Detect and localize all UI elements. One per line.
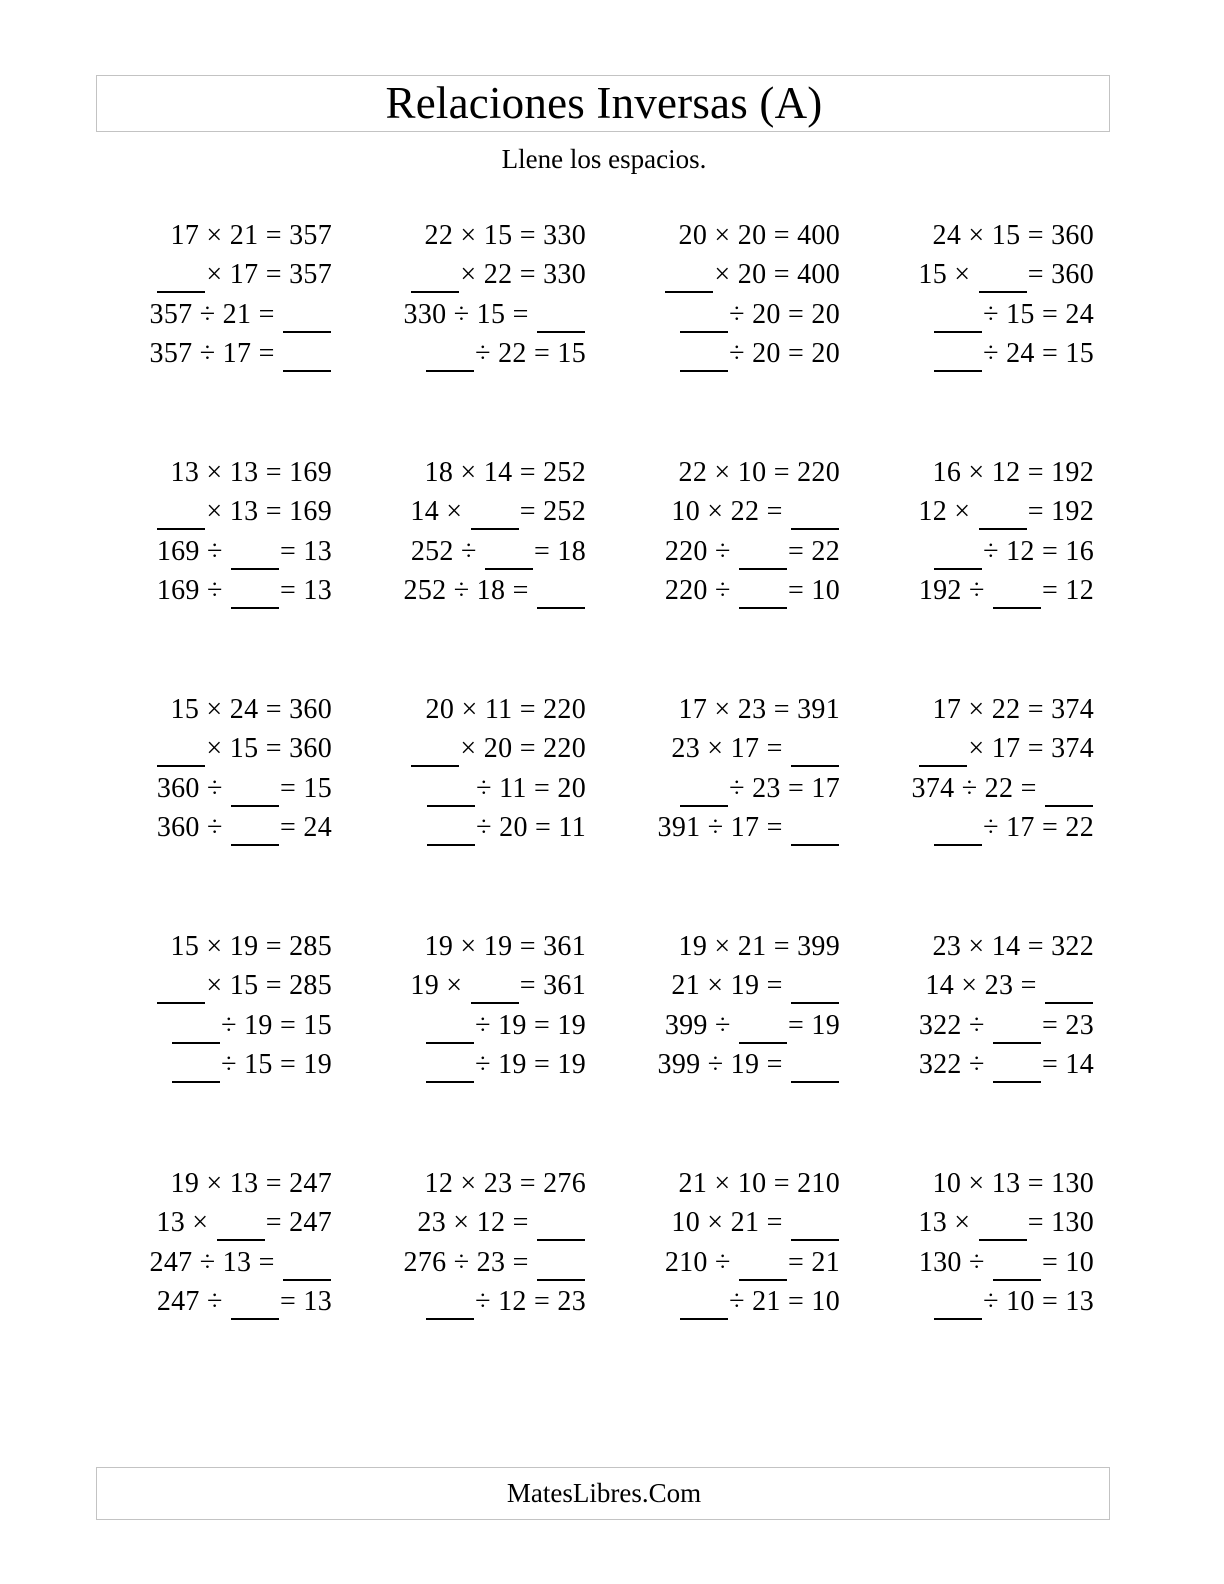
answer-blank[interactable] xyxy=(680,776,728,807)
answer-blank[interactable] xyxy=(979,263,1027,294)
equation-blank xyxy=(425,1282,586,1321)
equation-text: 13 × xyxy=(156,1207,209,1239)
equation-blank xyxy=(918,1203,1094,1242)
equation-text: 276 ÷ 23 = xyxy=(403,1246,529,1278)
equation-blank xyxy=(918,492,1094,531)
answer-blank[interactable] xyxy=(485,539,533,570)
problem-cell xyxy=(350,927,604,1164)
equation-text: = 23 xyxy=(1042,1009,1094,1041)
equation-blank xyxy=(671,729,840,768)
equation-text: = 361 xyxy=(519,970,586,1002)
equation-text: 399 ÷ xyxy=(664,1009,731,1041)
equation-blank xyxy=(157,571,332,610)
equation-text: ÷ 19 = 19 xyxy=(475,1049,586,1081)
equation-text: ÷ 20 = 20 xyxy=(729,338,840,370)
answer-blank[interactable] xyxy=(427,815,475,846)
equation-text: 130 ÷ xyxy=(918,1246,985,1278)
equation-text: = 252 xyxy=(519,496,586,528)
equation-blank xyxy=(410,492,586,531)
problem-row xyxy=(96,216,1112,453)
equation-text: × 17 = 374 xyxy=(968,733,1094,765)
answer-blank[interactable] xyxy=(680,341,728,372)
equation-text: = 130 xyxy=(1027,1207,1094,1239)
equation-text: = 192 xyxy=(1027,496,1094,528)
answer-blank[interactable] xyxy=(283,341,331,372)
equation-text: ÷ 20 = 11 xyxy=(476,812,586,844)
equation-blank xyxy=(679,334,840,373)
answer-blank[interactable] xyxy=(231,776,279,807)
equation-blank xyxy=(157,532,332,571)
equation-blank xyxy=(912,769,1094,808)
equation-text: ÷ 12 = 16 xyxy=(983,535,1094,567)
answer-blank[interactable] xyxy=(665,263,713,294)
equation-text: 24 × 15 = 360 xyxy=(932,220,1094,251)
answer-blank[interactable] xyxy=(172,1013,220,1044)
equation-given xyxy=(425,216,586,255)
equation-text: 169 ÷ xyxy=(156,575,223,607)
equation-text: ÷ 22 = 15 xyxy=(475,338,586,370)
equation-given xyxy=(425,1164,586,1203)
equation-blank xyxy=(933,808,1094,847)
equation-text: = 12 xyxy=(1042,575,1094,607)
answer-blank[interactable] xyxy=(426,1013,474,1044)
problem-cell xyxy=(858,453,1112,690)
problem-cell xyxy=(604,1164,858,1401)
equation-blank xyxy=(410,255,586,294)
answer-blank[interactable] xyxy=(537,302,585,333)
equation-blank xyxy=(919,1006,1094,1045)
equation-text: 12 × xyxy=(918,496,971,528)
equation-blank xyxy=(933,334,1094,373)
equation-text: 322 ÷ xyxy=(918,1009,985,1041)
equation-given xyxy=(171,453,332,492)
problem-cell xyxy=(350,216,604,453)
equation-blank xyxy=(426,808,586,847)
answer-blank[interactable] xyxy=(157,500,205,531)
equation-given xyxy=(425,453,586,492)
answer-blank[interactable] xyxy=(979,500,1027,531)
equation-text: = 21 xyxy=(788,1246,840,1278)
equation-text: × 20 = 400 xyxy=(714,259,840,291)
equation-blank xyxy=(171,1045,332,1084)
equation-text: = 14 xyxy=(1042,1049,1094,1081)
equation-text: × 20 = 220 xyxy=(460,733,586,765)
equation-text: = 10 xyxy=(1042,1246,1094,1278)
problem-cell xyxy=(96,216,350,453)
equation-blank xyxy=(919,571,1094,610)
equation-blank xyxy=(679,1282,840,1321)
equation-blank xyxy=(671,1203,840,1242)
equation-text: 20 × 20 = 400 xyxy=(678,220,840,251)
page-title: Relaciones Inversas (A) xyxy=(385,78,823,128)
equation-text: 14 × xyxy=(410,496,463,528)
answer-blank[interactable] xyxy=(537,1211,585,1242)
equation-text: ÷ 12 = 23 xyxy=(475,1286,586,1318)
equation-text: 247 ÷ xyxy=(156,1286,223,1318)
answer-blank[interactable] xyxy=(739,1013,787,1044)
equation-text: × 15 = 285 xyxy=(206,970,332,1002)
equation-blank xyxy=(156,492,332,531)
answer-blank[interactable] xyxy=(426,1289,474,1320)
page-subtitle: Llene los espacios. xyxy=(501,144,707,174)
equation-text: 13 × xyxy=(918,1207,971,1239)
equation-given xyxy=(679,1164,840,1203)
equation-blank xyxy=(919,1045,1094,1084)
answer-blank[interactable] xyxy=(231,815,279,846)
answer-blank[interactable] xyxy=(979,1211,1027,1242)
answer-blank[interactable] xyxy=(231,578,279,609)
equation-text: 23 × 14 = 322 xyxy=(932,931,1094,962)
equation-blank xyxy=(425,1045,586,1084)
answer-blank[interactable] xyxy=(217,1211,265,1242)
equation-blank xyxy=(410,966,586,1005)
problem-cell xyxy=(858,690,1112,927)
equation-text: 16 × 12 = 192 xyxy=(932,457,1094,488)
equation-text: 19 × 19 = 361 xyxy=(424,931,586,962)
equation-text: 220 ÷ xyxy=(664,575,731,607)
equation-blank xyxy=(658,1045,840,1084)
answer-blank[interactable] xyxy=(680,302,728,333)
equation-blank xyxy=(410,729,586,768)
equation-text: 15 × 24 = 360 xyxy=(170,694,332,725)
equation-text: 252 ÷ xyxy=(410,535,477,567)
answer-blank[interactable] xyxy=(471,500,519,531)
answer-blank[interactable] xyxy=(427,776,475,807)
equation-blank xyxy=(665,1006,840,1045)
equation-blank xyxy=(404,571,586,610)
equation-blank xyxy=(156,729,332,768)
equation-text: × 22 = 330 xyxy=(460,259,586,291)
equation-text: 360 ÷ xyxy=(156,812,223,844)
answer-blank[interactable] xyxy=(739,1250,787,1281)
answer-blank[interactable] xyxy=(791,1052,839,1083)
equation-text: 10 × 13 = 130 xyxy=(932,1168,1094,1199)
equation-given xyxy=(933,216,1094,255)
answer-blank[interactable] xyxy=(426,1052,474,1083)
equation-blank xyxy=(665,1243,840,1282)
answer-blank[interactable] xyxy=(934,539,982,570)
equation-text: 18 × 14 = 252 xyxy=(424,457,586,488)
problem-cell xyxy=(96,453,350,690)
equation-blank xyxy=(156,1203,332,1242)
equation-blank xyxy=(417,1203,586,1242)
equation-text: = 18 xyxy=(534,535,586,567)
equation-text: 10 × 22 = xyxy=(671,496,783,528)
answer-blank[interactable] xyxy=(231,539,279,570)
equation-text: 23 × 12 = xyxy=(417,1207,529,1239)
equation-text: ÷ 15 = 24 xyxy=(983,298,1094,330)
answer-blank[interactable] xyxy=(426,341,474,372)
answer-blank[interactable] xyxy=(934,341,982,372)
equation-blank xyxy=(671,492,840,531)
equation-text: 23 × 17 = xyxy=(671,733,783,765)
equation-text: 20 × 11 = 220 xyxy=(425,694,586,725)
problem-cell xyxy=(350,690,604,927)
answer-blank[interactable] xyxy=(791,1211,839,1242)
equation-text: ÷ 20 = 20 xyxy=(729,298,840,330)
answer-blank[interactable] xyxy=(993,1250,1041,1281)
equation-blank xyxy=(411,532,586,571)
problem-cell xyxy=(96,690,350,927)
equation-blank xyxy=(933,532,1094,571)
equation-text: 247 ÷ 13 = xyxy=(149,1246,275,1278)
equation-text: 17 × 22 = 374 xyxy=(932,694,1094,725)
answer-blank[interactable] xyxy=(791,974,839,1005)
problem-cell xyxy=(604,927,858,1164)
equation-blank xyxy=(919,1243,1094,1282)
problem-cell xyxy=(350,1164,604,1401)
equation-text: 13 × 13 = 169 xyxy=(170,457,332,488)
equation-text: 252 ÷ 18 = xyxy=(403,575,529,607)
answer-blank[interactable] xyxy=(791,737,839,768)
equation-blank xyxy=(426,769,586,808)
equation-given xyxy=(171,1164,332,1203)
equation-blank xyxy=(150,295,332,334)
problem-cell xyxy=(604,216,858,453)
equation-blank xyxy=(157,808,332,847)
equation-text: × 15 = 360 xyxy=(206,733,332,765)
answer-blank[interactable] xyxy=(739,539,787,570)
problem-grid xyxy=(96,216,1112,1401)
equation-blank xyxy=(679,769,840,808)
equation-blank xyxy=(425,1006,586,1045)
equation-text: ÷ 19 = 15 xyxy=(221,1009,332,1041)
equation-given xyxy=(933,453,1094,492)
equation-given xyxy=(933,690,1094,729)
equation-text: 19 × xyxy=(410,970,463,1002)
problem-cell xyxy=(350,453,604,690)
equation-blank xyxy=(156,255,332,294)
equation-blank xyxy=(665,571,840,610)
equation-text: 330 ÷ 15 = xyxy=(403,298,529,330)
problem-cell xyxy=(96,1164,350,1401)
equation-text: 10 × 21 = xyxy=(671,1207,783,1239)
problem-cell xyxy=(604,690,858,927)
equation-blank xyxy=(925,966,1094,1005)
equation-text: 14 × 23 = xyxy=(925,970,1037,1002)
equation-blank xyxy=(157,769,332,808)
equation-text: ÷ 17 = 22 xyxy=(983,812,1094,844)
equation-text: ÷ 19 = 19 xyxy=(475,1009,586,1041)
equation-given xyxy=(679,453,840,492)
equation-text: = 24 xyxy=(280,812,332,844)
equation-blank xyxy=(664,255,840,294)
equation-blank xyxy=(425,334,586,373)
equation-text: 19 × 13 = 247 xyxy=(170,1168,332,1199)
answer-blank[interactable] xyxy=(791,815,839,846)
answer-blank[interactable] xyxy=(411,737,459,768)
problem-row xyxy=(96,690,1112,927)
equation-blank xyxy=(671,966,840,1005)
problem-cell xyxy=(858,1164,1112,1401)
equation-blank xyxy=(665,532,840,571)
equation-blank xyxy=(658,808,840,847)
equation-text: 12 × 23 = 276 xyxy=(424,1168,586,1199)
answer-blank[interactable] xyxy=(157,974,205,1005)
answer-blank[interactable] xyxy=(1045,776,1093,807)
answer-blank[interactable] xyxy=(157,737,205,768)
answer-blank[interactable] xyxy=(680,1289,728,1320)
problem-cell xyxy=(604,453,858,690)
equation-text: = 13 xyxy=(280,535,332,567)
answer-blank[interactable] xyxy=(157,263,205,294)
problem-row xyxy=(96,453,1112,690)
problem-cell xyxy=(96,927,350,1164)
answer-blank[interactable] xyxy=(993,1052,1041,1083)
equation-given xyxy=(679,216,840,255)
equation-text: 220 ÷ xyxy=(664,535,731,567)
answer-blank[interactable] xyxy=(537,578,585,609)
equation-blank xyxy=(150,334,332,373)
answer-blank[interactable] xyxy=(934,302,982,333)
equation-text: = 13 xyxy=(280,575,332,607)
equation-text: 192 ÷ xyxy=(918,575,985,607)
equation-blank xyxy=(150,1243,332,1282)
equation-text: ÷ 10 = 13 xyxy=(983,1286,1094,1318)
equation-text: 17 × 23 = 391 xyxy=(678,694,840,725)
answer-blank[interactable] xyxy=(1045,974,1093,1005)
answer-blank[interactable] xyxy=(791,500,839,531)
equation-text: ÷ 23 = 17 xyxy=(729,772,840,804)
equation-text: = 247 xyxy=(265,1207,332,1239)
problem-cell xyxy=(858,927,1112,1164)
equation-text: = 10 xyxy=(788,575,840,607)
equation-blank xyxy=(404,1243,586,1282)
equation-text: 17 × 21 = 357 xyxy=(170,220,332,251)
equation-text: 21 × 10 = 210 xyxy=(678,1168,840,1199)
equation-given xyxy=(933,927,1094,966)
answer-blank[interactable] xyxy=(934,1289,982,1320)
equation-blank xyxy=(156,966,332,1005)
equation-text: 19 × 21 = 399 xyxy=(678,931,840,962)
equation-given xyxy=(679,927,840,966)
equation-text: 374 ÷ 22 = xyxy=(911,772,1037,804)
equation-text: 391 ÷ 17 = xyxy=(657,812,783,844)
equation-blank xyxy=(933,1282,1094,1321)
answer-blank[interactable] xyxy=(471,974,519,1005)
equation-text: ÷ 15 = 19 xyxy=(221,1049,332,1081)
answer-blank[interactable] xyxy=(283,1250,331,1281)
equation-text: ÷ 11 = 20 xyxy=(476,772,586,804)
answer-blank[interactable] xyxy=(283,302,331,333)
equation-text: × 13 = 169 xyxy=(206,496,332,528)
equation-given xyxy=(933,1164,1094,1203)
equation-text: ÷ 24 = 15 xyxy=(983,338,1094,370)
equation-text: 15 × xyxy=(918,259,971,291)
equation-text: ÷ 21 = 10 xyxy=(729,1286,840,1318)
answer-blank[interactable] xyxy=(411,263,459,294)
problem-row xyxy=(96,1164,1112,1401)
answer-blank[interactable] xyxy=(537,1250,585,1281)
equation-blank xyxy=(933,295,1094,334)
footer-site-label: MatesLibres.Com xyxy=(506,1478,702,1508)
equation-given xyxy=(171,216,332,255)
equation-text: × 17 = 357 xyxy=(206,259,332,291)
equation-text: = 13 xyxy=(280,1286,332,1318)
equation-text: 322 ÷ xyxy=(918,1049,985,1081)
equation-text: 22 × 10 = 220 xyxy=(678,457,840,488)
equation-text: 22 × 15 = 330 xyxy=(424,220,586,251)
equation-blank xyxy=(918,255,1094,294)
problem-row xyxy=(96,927,1112,1164)
equation-text: = 15 xyxy=(280,772,332,804)
equation-text: 360 ÷ xyxy=(156,772,223,804)
equation-text: = 19 xyxy=(788,1009,840,1041)
answer-blank[interactable] xyxy=(231,1289,279,1320)
problem-cell xyxy=(858,216,1112,453)
equation-text: 15 × 19 = 285 xyxy=(170,931,332,962)
equation-text: 357 ÷ 21 = xyxy=(149,298,275,330)
equation-blank xyxy=(404,295,586,334)
answer-blank[interactable] xyxy=(934,815,982,846)
equation-blank xyxy=(171,1006,332,1045)
answer-blank[interactable] xyxy=(919,737,967,768)
answer-blank[interactable] xyxy=(172,1052,220,1083)
equation-blank xyxy=(679,295,840,334)
equation-text: = 360 xyxy=(1027,259,1094,291)
worksheet-page xyxy=(96,0,1112,1584)
equation-given xyxy=(171,927,332,966)
equation-text: 210 ÷ xyxy=(664,1246,731,1278)
equation-text: 169 ÷ xyxy=(156,535,223,567)
equation-given xyxy=(171,690,332,729)
equation-given xyxy=(426,690,586,729)
equation-text: = 22 xyxy=(788,535,840,567)
answer-blank[interactable] xyxy=(993,1013,1041,1044)
equation-blank xyxy=(918,729,1094,768)
equation-given xyxy=(425,927,586,966)
equation-blank xyxy=(157,1282,332,1321)
answer-blank[interactable] xyxy=(993,578,1041,609)
answer-blank[interactable] xyxy=(739,578,787,609)
equation-text: 399 ÷ 19 = xyxy=(657,1049,783,1081)
equation-text: 21 × 19 = xyxy=(671,970,783,1002)
equation-given xyxy=(679,690,840,729)
equation-text: 357 ÷ 17 = xyxy=(149,338,275,370)
